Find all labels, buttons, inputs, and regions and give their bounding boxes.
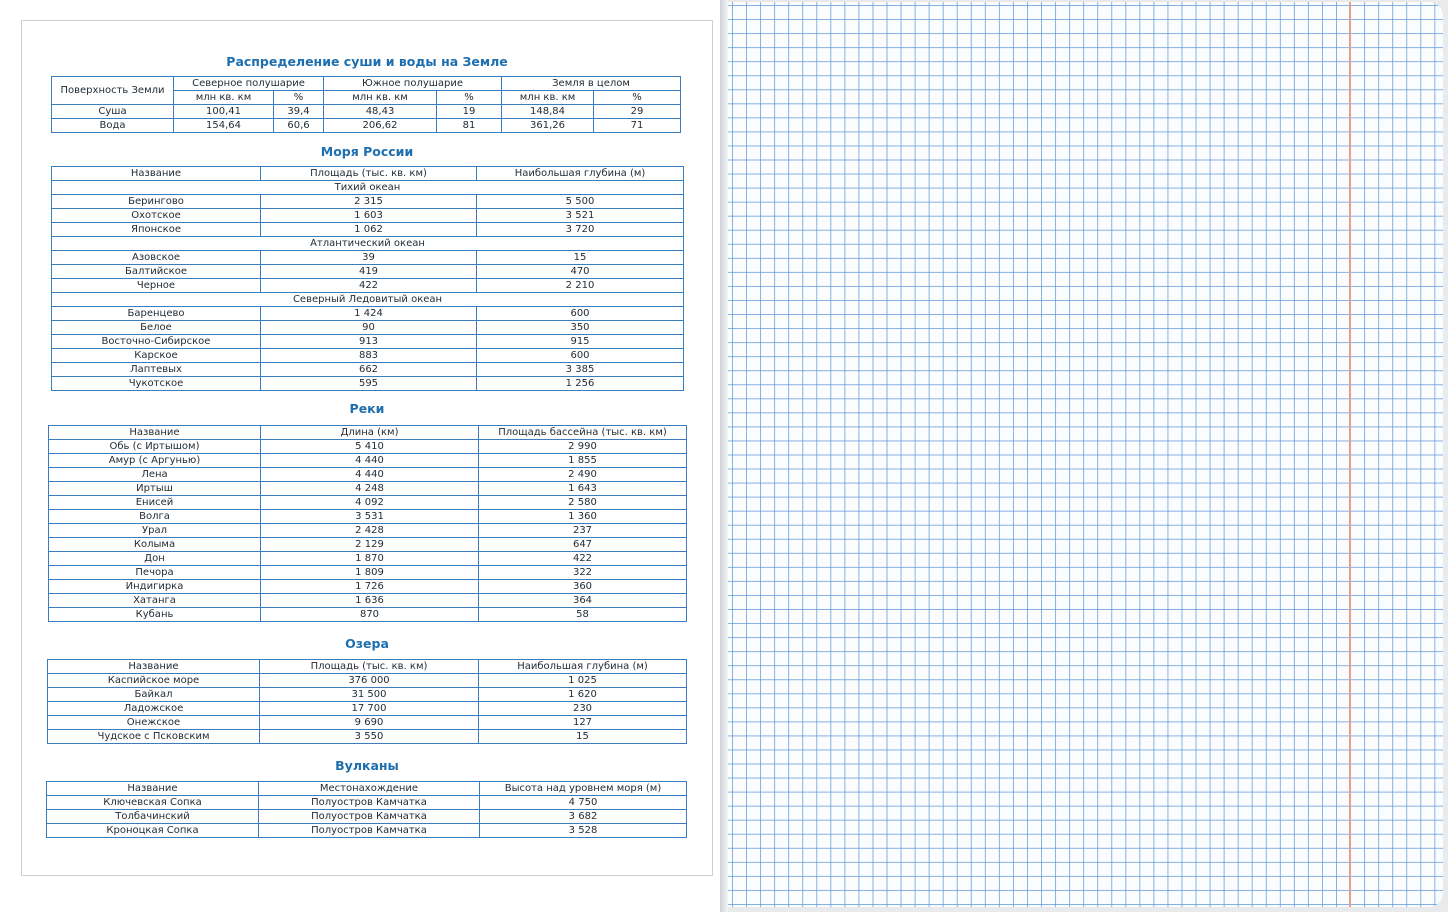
cell: 81 bbox=[437, 119, 502, 133]
cell: 915 bbox=[477, 335, 684, 349]
cell: 15 bbox=[477, 251, 684, 265]
column-header: Название bbox=[52, 167, 261, 181]
cell: 3 682 bbox=[480, 810, 687, 824]
column-header: Название bbox=[47, 782, 259, 796]
seas-title: Моря России bbox=[320, 144, 414, 159]
unit-mln: млн кв. км bbox=[502, 91, 594, 105]
cell: Полуостров Камчатка bbox=[259, 810, 480, 824]
table-row bbox=[49, 510, 687, 524]
cell: 1 855 bbox=[479, 454, 687, 468]
cell: 1 870 bbox=[261, 552, 479, 566]
table-row bbox=[48, 716, 687, 730]
cell: Черное bbox=[52, 279, 261, 293]
table-row bbox=[49, 440, 687, 454]
cell: 3 720 bbox=[477, 223, 684, 237]
cell: 31 500 bbox=[260, 688, 479, 702]
ocean-group-label: Тихий океан bbox=[52, 181, 684, 195]
cell: 1 603 bbox=[261, 209, 477, 223]
header-surface: Поверхность Земли bbox=[52, 77, 174, 105]
cell: Дон bbox=[49, 552, 261, 566]
cell: 870 bbox=[261, 608, 479, 622]
cell: Полуостров Камчатка bbox=[259, 824, 480, 838]
table-row bbox=[47, 810, 687, 824]
cell: Онежское bbox=[48, 716, 260, 730]
cell: 422 bbox=[261, 279, 477, 293]
cell: 9 690 bbox=[260, 716, 479, 730]
cell: 2 990 bbox=[479, 440, 687, 454]
cell: 3 550 bbox=[260, 730, 479, 744]
cell: Вода bbox=[52, 119, 174, 133]
table-row bbox=[49, 580, 687, 594]
rivers-table bbox=[48, 425, 687, 622]
cell: 39,4 bbox=[274, 105, 324, 119]
cell: 39 bbox=[261, 251, 477, 265]
cell: 350 bbox=[477, 321, 684, 335]
cell: 4 092 bbox=[261, 496, 479, 510]
cell: 913 bbox=[261, 335, 477, 349]
cell: Азовское bbox=[52, 251, 261, 265]
cell: Кроноцкая Сопка bbox=[47, 824, 259, 838]
table-row bbox=[49, 482, 687, 496]
land-water-title: Распределение суши и воды на Земле bbox=[226, 54, 508, 69]
table-row bbox=[49, 538, 687, 552]
cell: Баренцево bbox=[52, 307, 261, 321]
volcanoes-table bbox=[46, 781, 687, 838]
cell: 4 750 bbox=[480, 796, 687, 810]
header-row bbox=[47, 782, 687, 796]
cell: 3 521 bbox=[477, 209, 684, 223]
lakes-title: Озера bbox=[345, 636, 389, 651]
table-row bbox=[49, 468, 687, 482]
cell: Каспийское море bbox=[48, 674, 260, 688]
cell: Лена bbox=[49, 468, 261, 482]
cell: Полуостров Камчатка bbox=[259, 796, 480, 810]
table-row bbox=[52, 119, 681, 133]
table-row bbox=[52, 307, 684, 321]
volcanoes-title: Вулканы bbox=[335, 758, 399, 773]
cell: 883 bbox=[261, 349, 477, 363]
table-row bbox=[52, 335, 684, 349]
cell: Охотское bbox=[52, 209, 261, 223]
cell: 29 bbox=[594, 105, 681, 119]
header-row bbox=[49, 426, 687, 440]
cell: Чукотское bbox=[52, 377, 261, 391]
cell: 4 440 bbox=[261, 468, 479, 482]
notebook-spine bbox=[720, 0, 728, 912]
cell: 2 210 bbox=[477, 279, 684, 293]
grid-page bbox=[728, 2, 1443, 907]
cell: Байкал bbox=[48, 688, 260, 702]
table-row bbox=[49, 566, 687, 580]
column-header: Местонахождение bbox=[259, 782, 480, 796]
table-row bbox=[52, 209, 684, 223]
cell: Ключевская Сопка bbox=[47, 796, 259, 810]
group-row bbox=[52, 237, 684, 251]
table-row bbox=[52, 377, 684, 391]
cell: Урал bbox=[49, 524, 261, 538]
cell: Карское bbox=[52, 349, 261, 363]
cell: 3 528 bbox=[480, 824, 687, 838]
column-header: Наибольшая глубина (м) bbox=[477, 167, 684, 181]
seas-table bbox=[51, 166, 684, 391]
cell: 3 531 bbox=[261, 510, 479, 524]
cell: 376 000 bbox=[260, 674, 479, 688]
table-row bbox=[49, 594, 687, 608]
cell: 595 bbox=[261, 377, 477, 391]
cell: 5 410 bbox=[261, 440, 479, 454]
table-row bbox=[52, 349, 684, 363]
ocean-group-label: Атлантический океан bbox=[52, 237, 684, 251]
ocean-group-label: Северный Ледовитый океан bbox=[52, 293, 684, 307]
cell: Берингово bbox=[52, 195, 261, 209]
cell: 1 620 bbox=[479, 688, 687, 702]
table-row bbox=[49, 496, 687, 510]
cell: 100,41 bbox=[174, 105, 274, 119]
unit-pct: % bbox=[274, 91, 324, 105]
cell: 230 bbox=[479, 702, 687, 716]
column-header: Площадь бассейна (тыс. кв. км) bbox=[479, 426, 687, 440]
cell: 4 248 bbox=[261, 482, 479, 496]
rivers-title: Реки bbox=[349, 401, 385, 416]
cell: 1 256 bbox=[477, 377, 684, 391]
table-row bbox=[48, 674, 687, 688]
table-row bbox=[52, 265, 684, 279]
cell: 1 360 bbox=[479, 510, 687, 524]
table-row bbox=[48, 702, 687, 716]
table-row bbox=[52, 195, 684, 209]
cell: Колыма bbox=[49, 538, 261, 552]
cell: Японское bbox=[52, 223, 261, 237]
unit-mln: млн кв. км bbox=[174, 91, 274, 105]
cell: 60,6 bbox=[274, 119, 324, 133]
lakes-table bbox=[47, 659, 687, 744]
cell: Волга bbox=[49, 510, 261, 524]
table-row bbox=[47, 796, 687, 810]
cell: 1 025 bbox=[479, 674, 687, 688]
cell: 1 636 bbox=[261, 594, 479, 608]
cell: 148,84 bbox=[502, 105, 594, 119]
cell: 3 385 bbox=[477, 363, 684, 377]
table-row bbox=[52, 363, 684, 377]
cell: 154,64 bbox=[174, 119, 274, 133]
cell: Белое bbox=[52, 321, 261, 335]
cell: 364 bbox=[479, 594, 687, 608]
cell: Восточно-Сибирское bbox=[52, 335, 261, 349]
cell: 17 700 bbox=[260, 702, 479, 716]
cell: 1 809 bbox=[261, 566, 479, 580]
group-row bbox=[52, 293, 684, 307]
cell: 2 428 bbox=[261, 524, 479, 538]
cell: 2 129 bbox=[261, 538, 479, 552]
cell: 206,62 bbox=[324, 119, 437, 133]
cell: 647 bbox=[479, 538, 687, 552]
cell: Иртыш bbox=[49, 482, 261, 496]
cell: 600 bbox=[477, 349, 684, 363]
cell: 470 bbox=[477, 265, 684, 279]
cell: 1 424 bbox=[261, 307, 477, 321]
margin-line bbox=[1349, 2, 1351, 907]
column-header: Название bbox=[48, 660, 260, 674]
table-row bbox=[52, 251, 684, 265]
group-row bbox=[52, 181, 684, 195]
cell: Лаптевых bbox=[52, 363, 261, 377]
cell: Балтийское bbox=[52, 265, 261, 279]
cell: 2 580 bbox=[479, 496, 687, 510]
cell: Ладожское bbox=[48, 702, 260, 716]
cell: 15 bbox=[479, 730, 687, 744]
land-water-table bbox=[51, 76, 681, 133]
cell: Енисей bbox=[49, 496, 261, 510]
cell: 422 bbox=[479, 552, 687, 566]
header-north: Северное полушарие bbox=[174, 77, 324, 91]
cell: 322 bbox=[479, 566, 687, 580]
table-row bbox=[49, 608, 687, 622]
cell: 2 315 bbox=[261, 195, 477, 209]
cell: 600 bbox=[477, 307, 684, 321]
table-row bbox=[47, 824, 687, 838]
table-row bbox=[49, 454, 687, 468]
cell: 90 bbox=[261, 321, 477, 335]
unit-pct: % bbox=[594, 91, 681, 105]
column-header: Высота над уровнем моря (м) bbox=[480, 782, 687, 796]
table-row bbox=[48, 730, 687, 744]
unit-pct: % bbox=[437, 91, 502, 105]
cell: 1 726 bbox=[261, 580, 479, 594]
table-row bbox=[52, 321, 684, 335]
table-row bbox=[49, 552, 687, 566]
cell: 71 bbox=[594, 119, 681, 133]
header-row bbox=[52, 167, 684, 181]
cell: 4 440 bbox=[261, 454, 479, 468]
cell: 19 bbox=[437, 105, 502, 119]
cell: 58 bbox=[479, 608, 687, 622]
column-header: Наибольшая глубина (м) bbox=[479, 660, 687, 674]
cell: Толбачинский bbox=[47, 810, 259, 824]
column-header: Длина (км) bbox=[261, 426, 479, 440]
unit-mln: млн кв. км bbox=[324, 91, 437, 105]
cell: Суша bbox=[52, 105, 174, 119]
cell: 360 bbox=[479, 580, 687, 594]
cell: 237 bbox=[479, 524, 687, 538]
table-row bbox=[52, 105, 681, 119]
cell: 5 500 bbox=[477, 195, 684, 209]
cell: Обь (с Иртышом) bbox=[49, 440, 261, 454]
cell: Индигирка bbox=[49, 580, 261, 594]
table-row bbox=[49, 524, 687, 538]
cell: Кубань bbox=[49, 608, 261, 622]
cell: Печора bbox=[49, 566, 261, 580]
cell: Хатанга bbox=[49, 594, 261, 608]
column-header: Площадь (тыс. кв. км) bbox=[261, 167, 477, 181]
cell: 1 643 bbox=[479, 482, 687, 496]
column-header: Площадь (тыс. кв. км) bbox=[260, 660, 479, 674]
cell: 48,43 bbox=[324, 105, 437, 119]
header-south: Южное полушарие bbox=[324, 77, 502, 91]
cell: 1 062 bbox=[261, 223, 477, 237]
cell: 2 490 bbox=[479, 468, 687, 482]
cell: 361,26 bbox=[502, 119, 594, 133]
header-row bbox=[48, 660, 687, 674]
cell: Амур (с Аргунью) bbox=[49, 454, 261, 468]
cell: 419 bbox=[261, 265, 477, 279]
table-row bbox=[52, 223, 684, 237]
table-row bbox=[48, 688, 687, 702]
cell: 127 bbox=[479, 716, 687, 730]
cell: Чудское с Псковским bbox=[48, 730, 260, 744]
column-header: Название bbox=[49, 426, 261, 440]
cell: 662 bbox=[261, 363, 477, 377]
header-total: Земля в целом bbox=[502, 77, 681, 91]
table-row bbox=[52, 279, 684, 293]
